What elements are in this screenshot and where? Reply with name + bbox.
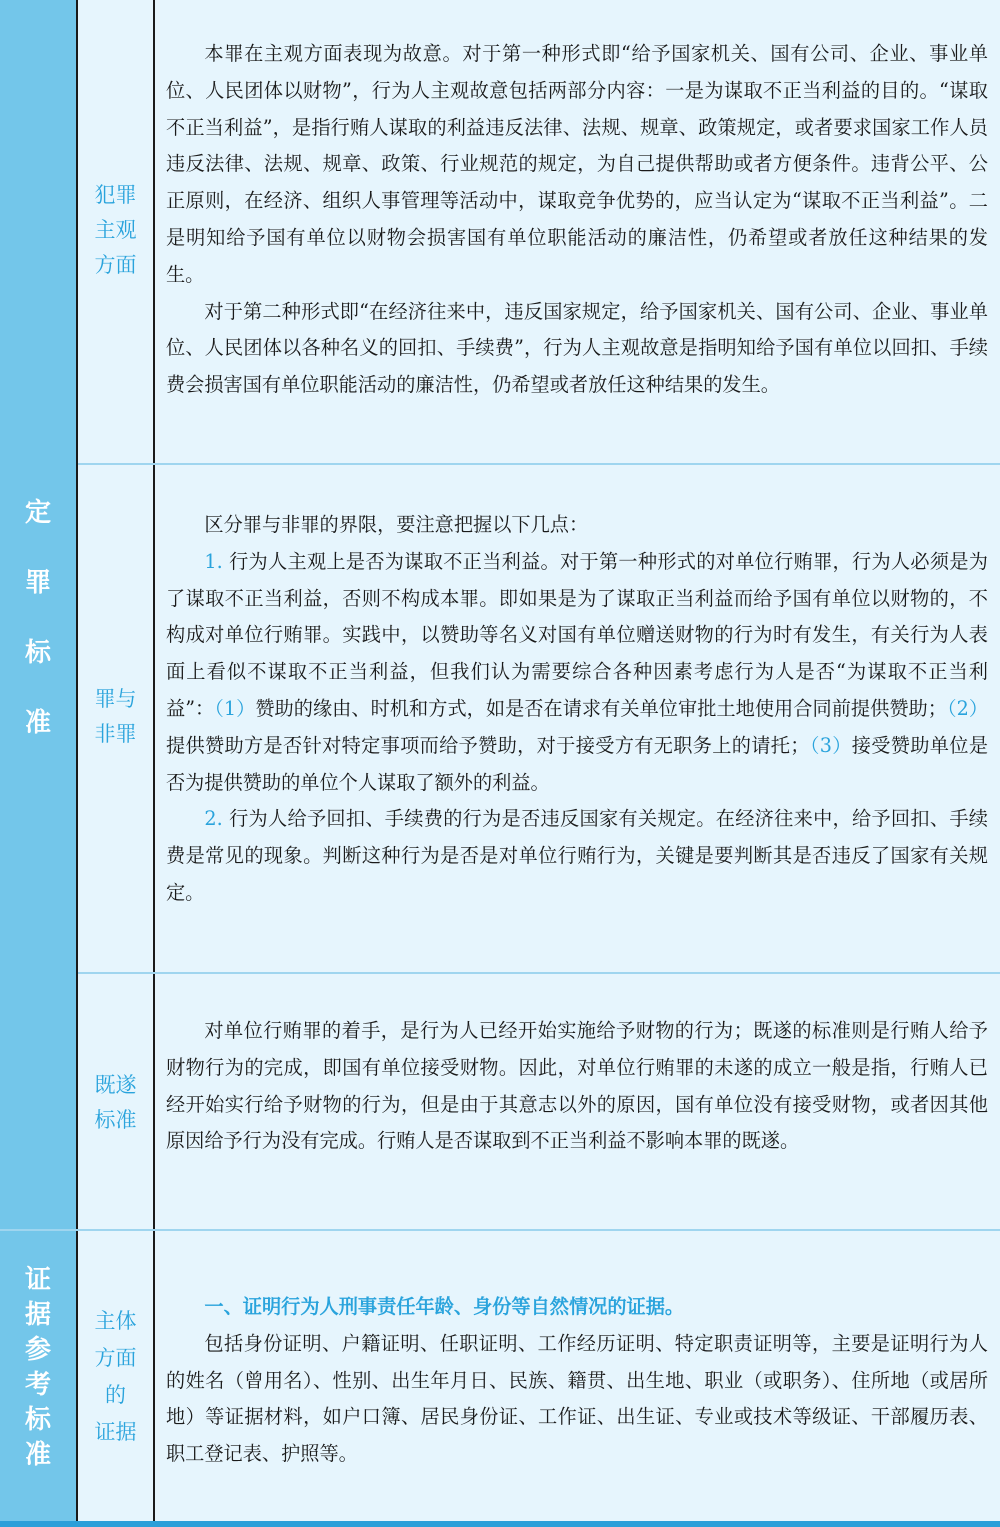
paragraph: 对单位行贿罪的着手，是行为人已经开始实施给予财物的行为；既遂的标准则是行贿人给予财物行为的完成，即国有单位接受财物。因此，对单位行贿罪的未遂的成立一般是指，行贿人已经开始实行给予财物的行为，但是由于其意志以外的原因，国有单位没有接受财物，或者因其他原因给予行为没有完成。行贿人是否谋取到不正当利益不影响本罪的既遂。 [166,1019,988,1153]
row-label-subjective-aspect: 犯罪 主观 方面 [94,183,137,277]
section-label-evidence-standard: 证 据 参 考 标 准 [24,1265,51,1470]
row-divider [78,972,1000,974]
subject-evidence-content [166,1289,988,1473]
paragraph: 包括身份证明、户籍证明、任职证明、工作经历证明、特定职责证明等，主要是证明行为人的姓名（曾用名）、性别、出生年月日、民族、籍贯、出生地、职业（或职务）、住所地（或居所地）等证据材料，如户口簿、居民身份证、工作证、出生证、专业或技术等级证、干部履历表、职工登记表、护照等。 [166,1331,988,1466]
row-label-subject-evidence: 主体 方面 的 证据 [94,1309,137,1444]
sub-item-number: （1） [214,696,256,720]
item-number: 2. [204,807,223,831]
completion-standard-content [166,1013,988,1160]
evidence-heading: 一、证明行为人刑事责任年龄、身份等自然情况的证据。 [204,1295,685,1318]
section-divider [0,1229,1000,1231]
paragraph: 本罪在主观方面表现为故意。对于第一种形式即“给予国家机关、国有公司、企业、事业单位、人民团体以财物”，行为人主观故意包括两部分内容：一是为谋取不正当利益的目的。“谋取不正当利益”，是指行贿人谋取的利益违反法律、法规、规章、政策规定，或者要求国家工作人员违反法律、法规、规章、政策、行业规范的规定，为自己提供帮助或者方便条件。违背公平、公正原则，在经济、组织人事管理等活动中，谋取竞争优势的，应当认定为“谋取不正当利益”。二是明知给予国有单位以财物会损害国有单位职能活动的廉洁性，仍希望或者放任这种结果的发生。 [166,42,988,286]
row-label-completion-standard: 既遂 标准 [94,1073,137,1132]
numbered-paragraph: 1. 行为人主观上是否为谋取不正当利益。对于第一种形式的对单位行贿罪，行为人必须是为了谋取不正当利益，否则不构成本罪。即如果是为了谋取正当利益而给予国有单位以财物的，不构成对单位行贿罪。实践中，以赞助等名义对国有单位赠送财物的行为时有发生，有关行为人表面上看似不谋取不正当利益，但我们认为需要综合各种因素考虑行为人是否“为谋取不正当利益”：（1）赞助的缘由、时机和方式，如是否在请求有关单位审批土地使用合同前提供赞助；（2）提供赞助方是否针对特定事项而给予赞助，对于接受方有无职务上的请托；（3）接受赞助单位是否为提供赞助的单位个人谋取了额外的利益。 [166,549,989,794]
section-label-conviction-standard: 定 罪 标 准 [24,498,51,738]
sub-item-number: （3） [809,733,852,757]
subjective-aspect-content [166,36,988,404]
row-label-crime-or-not: 罪与 非罪 [94,687,137,746]
paragraph: 区分罪与非罪的界限，要注意把握以下几点： [204,513,589,536]
crime-or-not-content [166,507,988,912]
item-number: 1. [204,549,223,573]
bottom-border [0,1521,1000,1527]
sub-item-number: （2） [946,696,989,720]
numbered-paragraph: 2. 行为人给予回扣、手续费的行为是否违反国家有关规定。在经济往来中，给予回扣、手续费是常见的现象。判断这种行为是否是对单位行贿行为，关键是要判断其是否违反了国家有关规定。 [166,807,988,904]
row-divider [78,463,1000,465]
paragraph: 对于第二种形式即“在经济往来中，违反国家规定，给予国家机关、国有公司、企业、事业单位、人民团体以各种名义的回扣、手续费”，行为人主观故意是指明知给予国有单位以回扣、手续费会损害国有单位职能活动的廉洁性，仍希望或者放任这种结果的发生。 [166,299,988,397]
